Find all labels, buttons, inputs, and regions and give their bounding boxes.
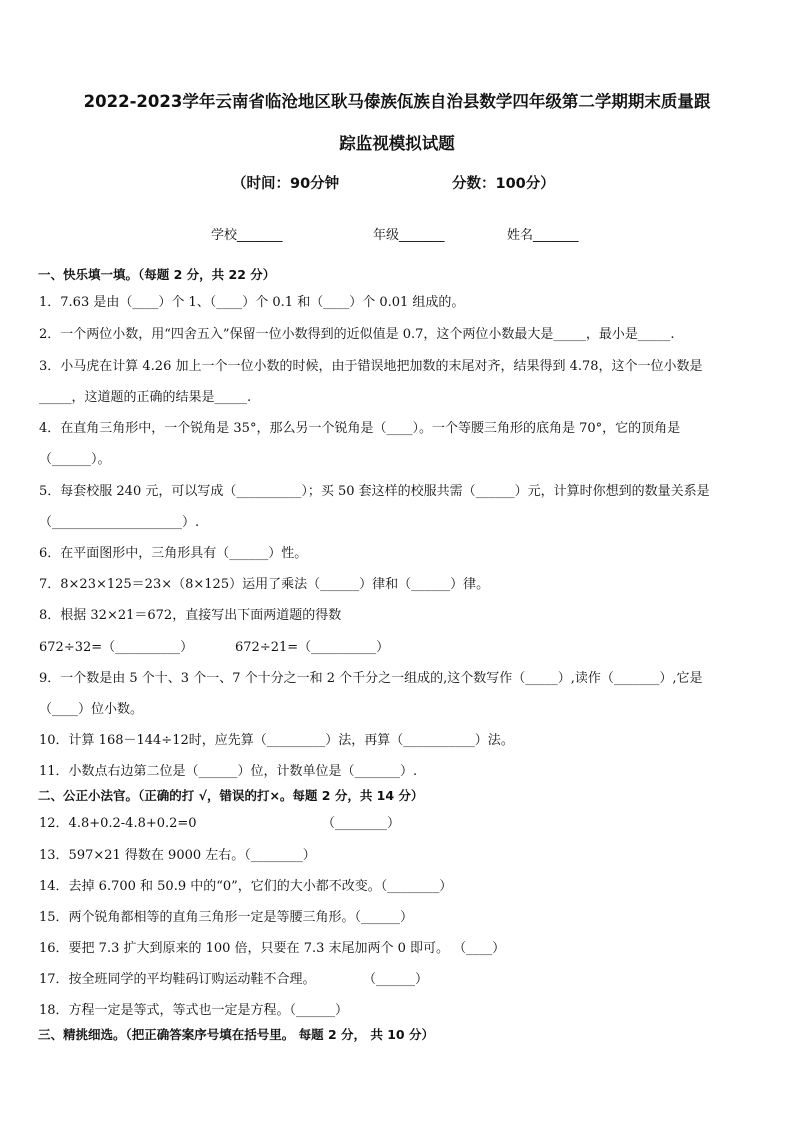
name-field: 姓名_______	[507, 228, 579, 243]
school-field: 学校_______	[211, 228, 283, 243]
question-11: 11．小数点右边第二位是（______）位，计数单位是（_______）.	[39, 764, 418, 779]
question-10: 10．计算 168－144÷12时，应先算（_________）法，再算（___________）法。	[39, 733, 514, 748]
question-17: 17．按全班同学的平均鞋码订购运动鞋不合理。	[39, 972, 316, 987]
question-7: 7．8×23×125＝23×（8×125）运用了乘法（______）律和（______）律。	[39, 577, 490, 592]
question-18: 18．方程一定是等式，等式也一定是方程。（______）	[39, 1003, 349, 1018]
question-5-line2: （____________________）.	[39, 515, 200, 530]
question-3-line2: _____，这道题的正确的结果是_____.	[39, 390, 252, 405]
question-6: 6．在平面图形中，三角形具有（______）性。	[39, 546, 308, 561]
question-9-line1: 9．一个数是由 5 个十、3 个一、7 个十分之一和 2 个千分之一组成的,这个数写作（_____）,读作（_______）,它是	[39, 671, 703, 686]
question-8-part-a: 672÷32=（__________）	[39, 640, 194, 655]
question-13: 13．597×21 得数在 9000 左右。（________）	[39, 848, 316, 863]
question-1: 1．7.63 是由（____）个 1、（____）个 0.1 和（____）个 0.01 组成的。	[39, 295, 465, 310]
question-8: 8．根据 32×21＝672，直接写出下面两道题的得数	[39, 608, 342, 623]
question-16: 16．要把 7.3 扩大到原来的 100 倍，只要在 7.3 末尾加两个 0 即可。 （____）	[39, 941, 506, 956]
question-5-line1: 5．每套校服 240 元，可以写成（__________）；买 50 套这样的校服共需（______）元，计算时你想到的数量关系是	[39, 484, 710, 499]
exam-score: 分数：100分）	[452, 176, 555, 192]
question-17-answer: （______）	[363, 972, 429, 987]
section-2-heading: 二、公正小法官。（正确的打 √，错误的打×。每题 2 分，共 14 分）	[38, 788, 424, 803]
exam-title-line1: 2022-2023学年云南省临沧地区耿马傣族佤族自治县数学四年级第二学期期末质量跟	[83, 92, 711, 111]
question-12-answer: （________）	[322, 816, 401, 831]
question-2: 2．一个两位小数，用“四舍五入”保留一位小数得到的近似值是 0.7，这个两位小数最大是_____，最小是_____.	[39, 327, 675, 342]
question-4-line2: （______）。	[39, 452, 111, 467]
question-12: 12．4.8+0.2-4.8+0.2=0	[39, 816, 197, 831]
section-1-heading: 一、快乐填一填。（每题 2 分，共 22 分）	[38, 267, 276, 282]
question-3-line1: 3．小马虎在计算 4.26 加上一个一位小数的时候，由于错误地把加数的末尾对齐，结果得到 4.78，这个一位小数是	[39, 359, 703, 374]
exam-time: （时间：90分钟	[232, 176, 340, 192]
exam-title-line2: 踪监视模拟试题	[339, 134, 455, 153]
question-4-line1: 4．在直角三角形中，一个锐角是 35°，那么另一个锐角是（____）。一个等腰三角形的底角是 70°，它的顶角是	[39, 421, 681, 436]
question-9-line2: （____）位小数。	[39, 702, 144, 717]
question-15: 15．两个锐角都相等的直角三角形一定是等腰三角形。（______）	[39, 910, 414, 925]
section-3-heading: 三、精挑细选。（把正确答案序号填在括号里。 每题 2 分， 共 10 分）	[38, 1027, 434, 1042]
question-14: 14．去掉 6.700 和 50.9 中的“0”，它们的大小都不改变。（________）	[39, 879, 453, 894]
grade-field: 年级_______	[373, 228, 445, 243]
question-8-part-b: 672÷21=（__________）	[235, 640, 390, 655]
